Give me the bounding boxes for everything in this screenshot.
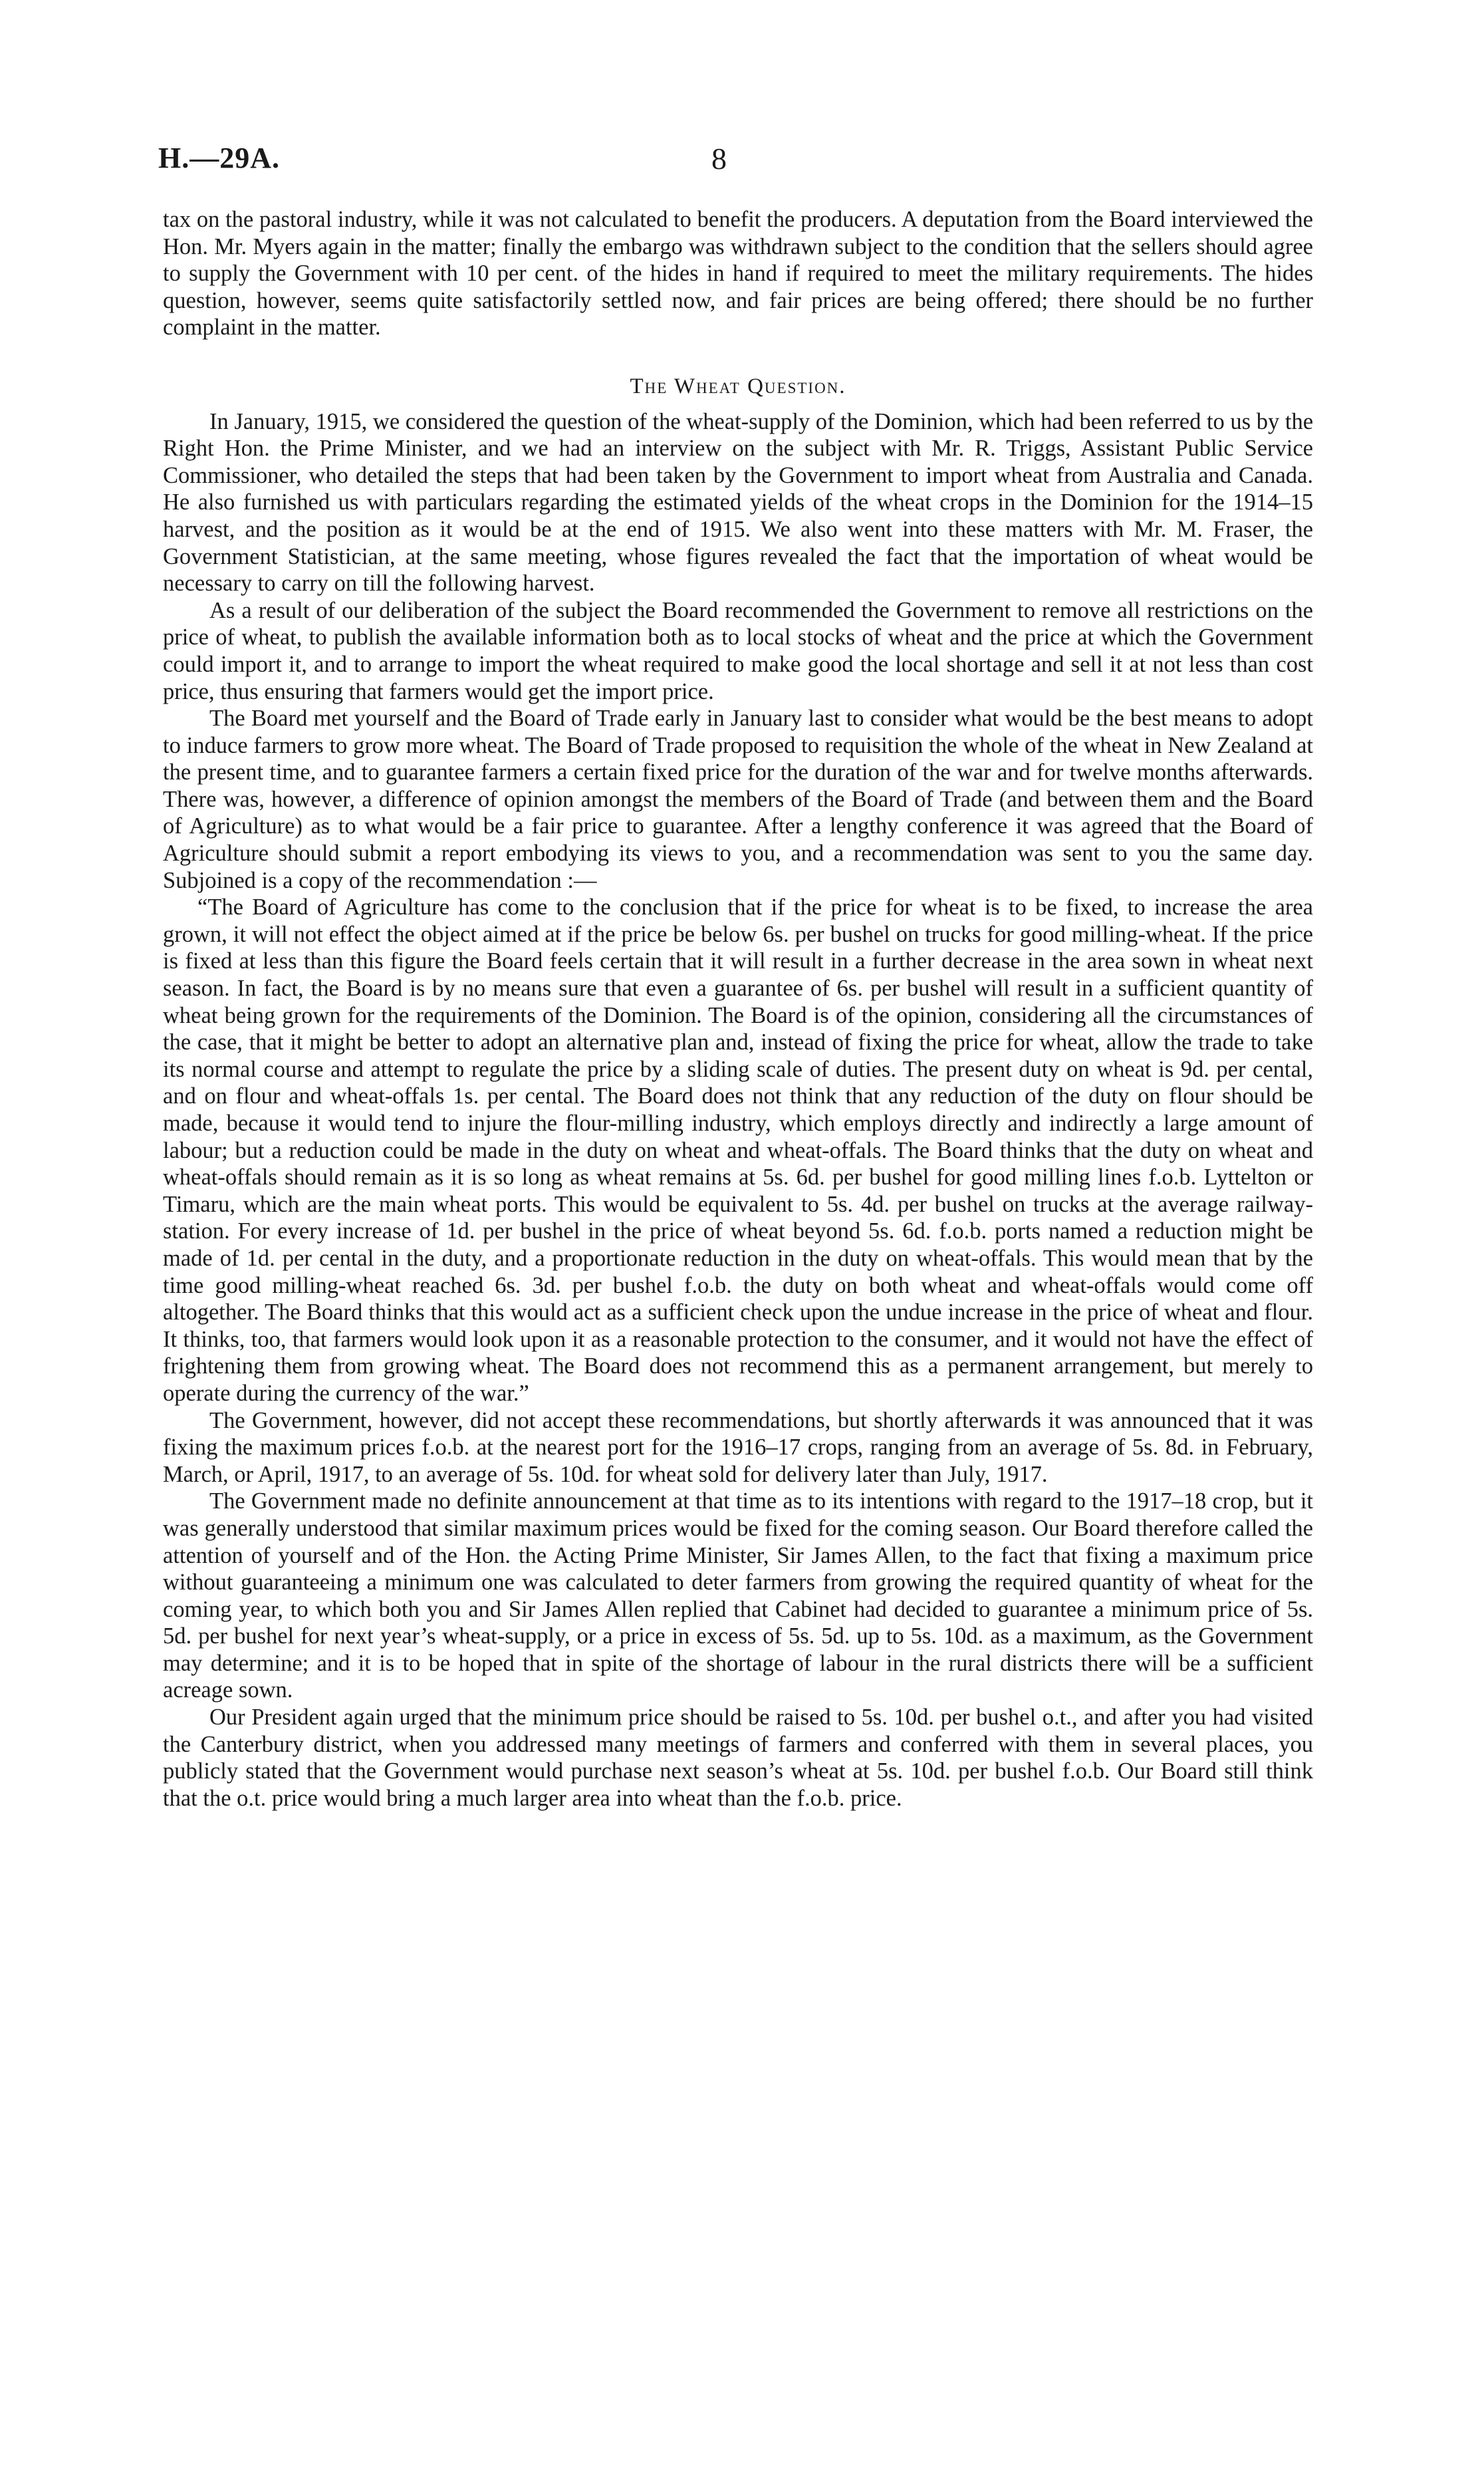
page-number: 8: [711, 142, 727, 176]
paragraph-board-of-trade: The Board met yourself and the Board of Trade early in January last to consider what would be the best means to adopt to induce farmers to grow more wheat. The Board of Trade proposed to requisition the whole of the wheat in New Zealand at the present time, and to guarantee farmers a certain fixed price for the duration of the war and for twelve months afterwards. There was, however, a difference of opinion amongst the members of the Board of Trade (and between them and the Board of Agriculture) as to what would be a fair price to guarantee. After a lengthy conference it was agreed that the Board of Agriculture should submit a report embodying its views to you, and a recommendation was sent to you the same day. Subjoined is a copy of the recommendation :—: [163, 706, 1313, 893]
document-reference: H.—29A.: [158, 142, 280, 174]
paragraph-president-urged: Our President again urged that the minimum price should be raised to 5s. 10d. per bushel o.t., and after you had visited the Canterbury district, when you addressed many meetings of farmers and conferred with them in several places, you publicly stated that the Government would purchase next season’s wheat at 5s. 10d. per bushel f.o.b. Our Board still think that the o.t. price would bring a much larger area into wheat than the f.o.b. price.: [163, 1705, 1313, 1811]
document-body: [163, 206, 1313, 1812]
paragraph-1917-18-crop: The Government made no definite announcement at that time as to its intentions with regard to the 1917–18 crop, but it was generally understood that similar maximum prices would be fixed for the coming season. Our Board therefore called the attention of yourself and of the Hon. the Acting Prime Minister, Sir James Allen, to the fact that fixing a maximum price without guaranteeing a minimum one was calculated to deter farmers from growing the required quantity of wheat for the coming year, to which both you and Sir James Allen replied that Cabinet had decided to guarantee a minimum price of 5s. 5d. per bushel for next year’s wheat-supply, or a price in excess of 5s. 5d. up to 5s. 10d. as a maximum, as the Government may determine; and it is to be hoped that in spite of the shortage of labour in the rural districts there will be a sufficient acreage sown.: [163, 1488, 1313, 1703]
paragraph-january-1915: In January, 1915, we considered the question of the wheat-supply of the Dominion, which had been referred to us by the Right Hon. the Prime Minister, and we had an interview on the subject with Mr. R. Triggs, Assistant Public Service Commissioner, who detailed the steps that had been taken by the Government to import wheat from Australia and Canada. He also furnished us with particulars regarding the estimated yields of the wheat crops in the Dominion for the 1914–15 harvest, and the position as it would be at the end of 1915. We also went into these matters with Mr. M. Fraser, the Government Statistician, at the same meeting, whose figures revealed the fact that the importation of wheat would be necessary to carry on till the following harvest.: [163, 408, 1314, 597]
section-heading-wheat-question: The Wheat Question.: [630, 374, 846, 398]
paragraph-government-response: The Government, however, did not accept these recommendations, but shortly afterwards it was announced that it was fixing the maximum prices f.o.b. at the nearest port for the 1916–17 crops, ranging from an average of 5s. 8d. in February, March, or April, 1917, to an average of 5s. 10d. for wheat sold for delivery later than July, 1917.: [163, 1407, 1313, 1487]
paragraph-recommendation-quote: “The Board of Agriculture has come to the conclusion that if the price for wheat is to be fixed, to increase the area grown, it will not effect the object aimed at if the price be below 6s. per bushel on trucks for good milling-wheat. If the price is fixed at less than this figure the Board feels certain that it will result in a further decrease in the area sown in wheat next season. In fact, the Board is by no means sure that even a guarantee of 6s. per bushel will result in a sufficient quantity of wheat being grown for the requirements of the Dominion. The Board is of the opinion, considering all the circumstances of the case, that it might be better to adopt an alternative plan and, instead of fixing the price for wheat, allow the trade to take its normal course and attempt to regulate the price by a sliding scale of duties. The present duty on wheat is 9d. per cental, and on flour and wheat-offals 1s. per cental. The Board does not think that any reduction of the duty on flour should be made, because it would tend to injure the flour-milling industry, which employs directly and indirectly a large amount of labour; but a reduction could be made in the duty on wheat and wheat-offals. The Board thinks that the duty on wheat and wheat-offals should remain as it is so long as wheat remains at 5s. 6d. per bushel for good milling lines f.o.b. Lyttelton or Timaru, which are the main wheat ports. This would be equivalent to 5s. 4d. per bushel on trucks at the average railway-station. For every increase of 1d. per bushel in the price of wheat beyond 5s. 6d. f.o.b. ports named a reduction might be made of 1d. per cental in the duty, and a proportionate reduction in the duty on wheat-offals. This would mean that by the time good milling-wheat reached 6s. 3d. per bushel f.o.b. the duty on both wheat and wheat-offals would come off altogether. The Board thinks that this would act as a sufficient check upon the undue increase in the price of wheat and flour. It thinks, too, that farmers would look upon it as a reasonable protection to the consumer, and it would not have the effect of frightening them from growing wheat. The Board does not recommend this as a permanent arrangement, but merely to operate during the currency of the war.”: [163, 895, 1313, 1406]
paragraph-hides-continued: tax on the pastoral industry, while it was not calculated to benefit the producers. A deputation from the Board interviewed the Hon. Mr. Myers again in the matter; finally the embargo was withdrawn subject to the condition that the sellers should agree to supply the Government with 10 per cent. of the hides in hand if required to meet the military requirements. The hides question, however, seems quite satisfactorily settled now, and fair prices are being offered; there should be no further complaint in the matter.: [163, 207, 1313, 341]
paragraph-board-recommended: As a result of our deliberation of the subject the Board recommended the Government to remove all restrictions on the price of wheat, to publish the available information both as to local stocks of wheat and the price at which the Government could import it, and to arrange to import the wheat required to make good the local shortage and sell it at not less than cost price, thus ensuring that farmers would get the import price.: [163, 597, 1313, 704]
